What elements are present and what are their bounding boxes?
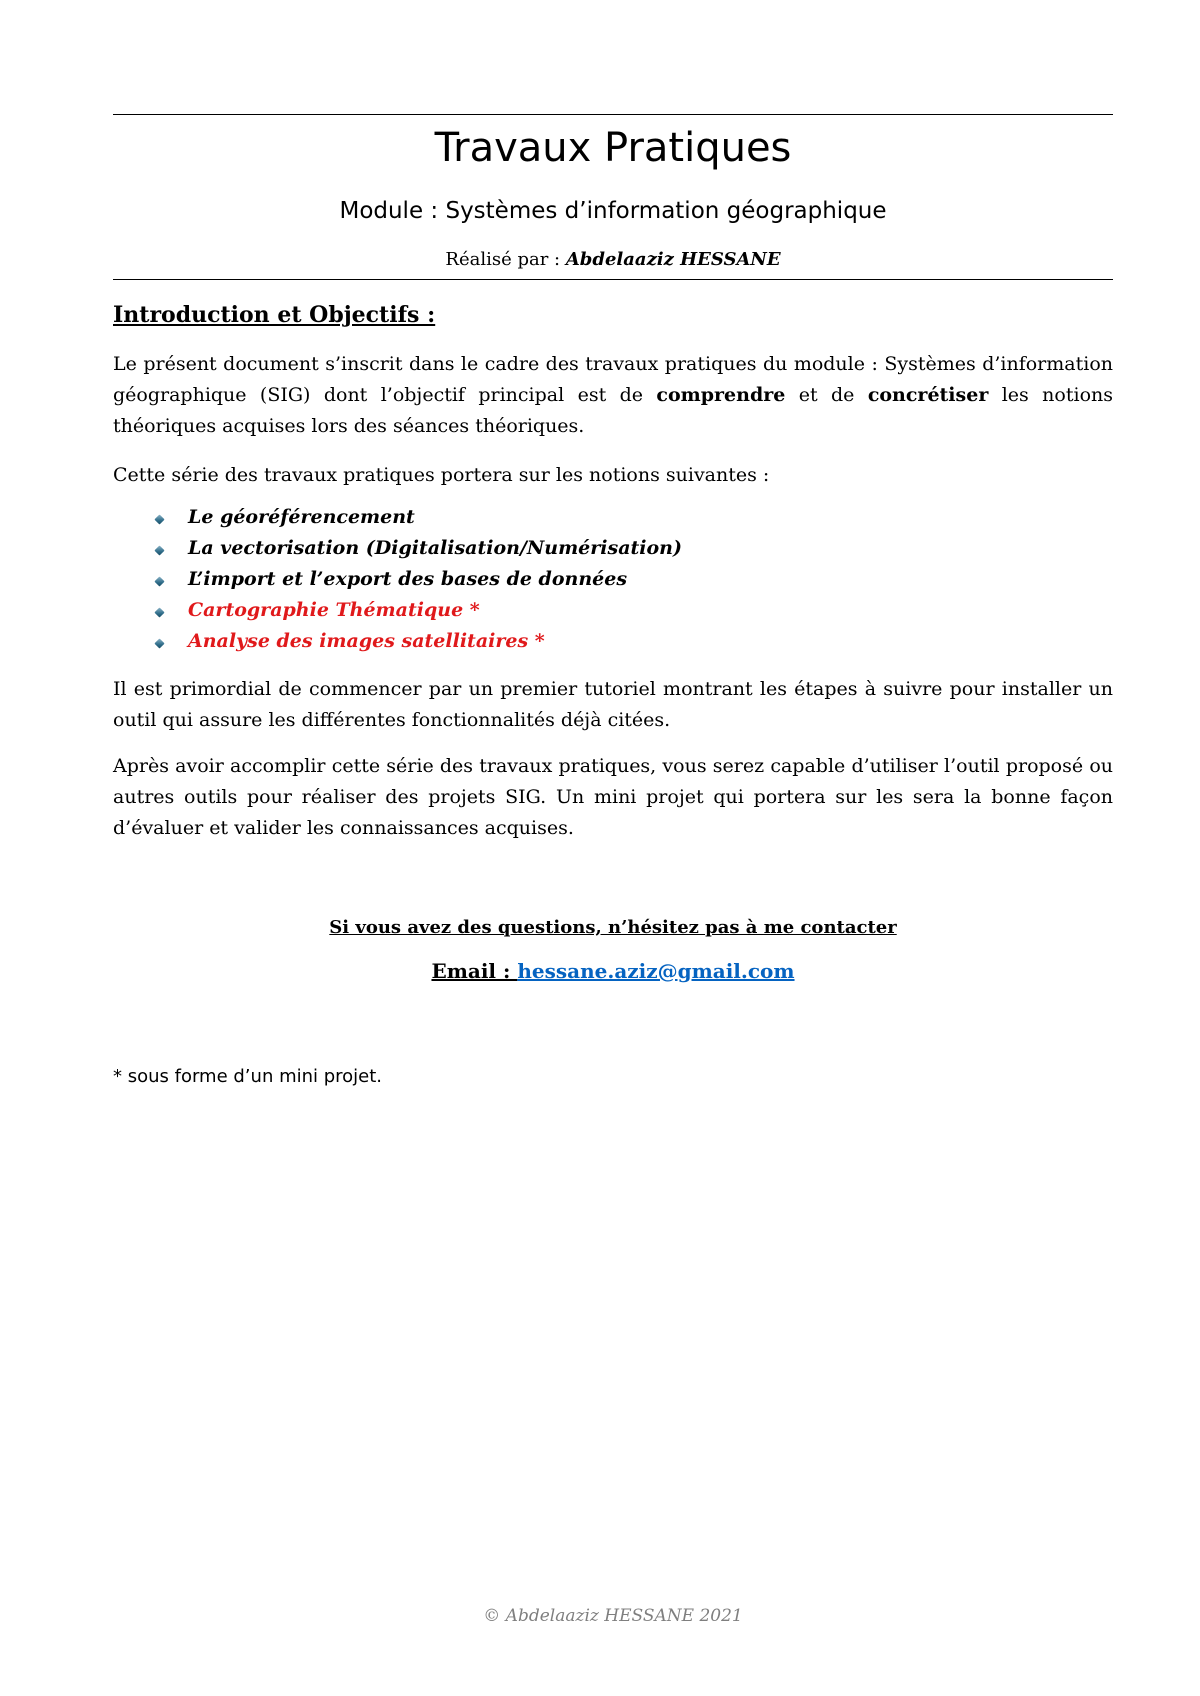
bullet-icon — [154, 638, 164, 648]
p1-text-end: les notions théoriques acquises lors des séances théoriques. — [113, 384, 1113, 437]
list-item-text: Cartographie Thématique * — [188, 599, 480, 621]
list-item — [150, 533, 682, 564]
bullet-icon — [154, 576, 164, 586]
list-item-text: L’import et l’export des bases de données — [188, 568, 628, 590]
topics-list — [150, 502, 682, 657]
header-bottom-rule — [113, 279, 1113, 280]
contact-line: Si vous avez des questions, n’hésitez pas à me contacter — [329, 917, 897, 938]
p1-concretiser: concrétiser — [867, 384, 989, 406]
author-label: Réalisé par : — [445, 249, 566, 270]
bullet-icon — [154, 514, 164, 524]
intro-paragraph-4: Après avoir accomplir cette série des travaux pratiques, vous serez capable d’utiliser l’outil proposé ou autres outils pour réaliser des projets SIG. Un mini projet qui portera sur les sera la bonne façon d’évaluer et valider les connaissances acquises. — [113, 755, 1113, 839]
bullet-icon — [154, 607, 164, 617]
document-title: Travaux Pratiques — [434, 125, 792, 171]
list-item-text: Le géoréférencement — [188, 506, 415, 528]
intro-heading: Introduction et Objectifs : — [113, 302, 436, 328]
list-item — [150, 626, 682, 657]
list-item — [150, 595, 682, 626]
list-item-text: Analyse des images satellitaires * — [188, 630, 545, 652]
footnote: * sous forme d’un mini projet. — [113, 1066, 383, 1087]
list-item — [150, 502, 682, 533]
page-footer: © Abdelaaziz HESSANE 2021 — [483, 1606, 743, 1626]
intro-paragraph-3: Il est primordial de commencer par un premier tutoriel montrant les étapes à suivre pour installer un outil qui assure les différentes fonctionnalités déjà citées. — [113, 678, 1113, 731]
p1-text-start: Le présent document s’inscrit dans le cadre des travaux pratiques du module : Systèmes d’information géographique (SIG) dont l’objectif principal est de — [113, 353, 1113, 406]
intro-paragraph-1 — [113, 349, 1113, 442]
author-line — [113, 246, 1113, 274]
author-name: Abdelaaziz HESSANE — [565, 249, 781, 270]
email-label: Email : — [431, 959, 518, 983]
header-top-rule — [113, 114, 1113, 115]
module-subtitle: Module : Systèmes d’information géographique — [339, 198, 887, 224]
list-item — [150, 564, 682, 595]
p1-comprendre: comprendre — [656, 384, 786, 406]
email-link[interactable]: hessane.aziz@gmail.com — [517, 959, 795, 983]
p1-text-mid: et de — [785, 384, 868, 406]
email-line — [113, 955, 1113, 987]
list-item-text: La vectorisation (Digitalisation/Numérisation) — [188, 537, 682, 559]
bullet-icon — [154, 545, 164, 555]
intro-paragraph-2: Cette série des travaux pratiques portera sur les notions suivantes : — [113, 464, 770, 486]
